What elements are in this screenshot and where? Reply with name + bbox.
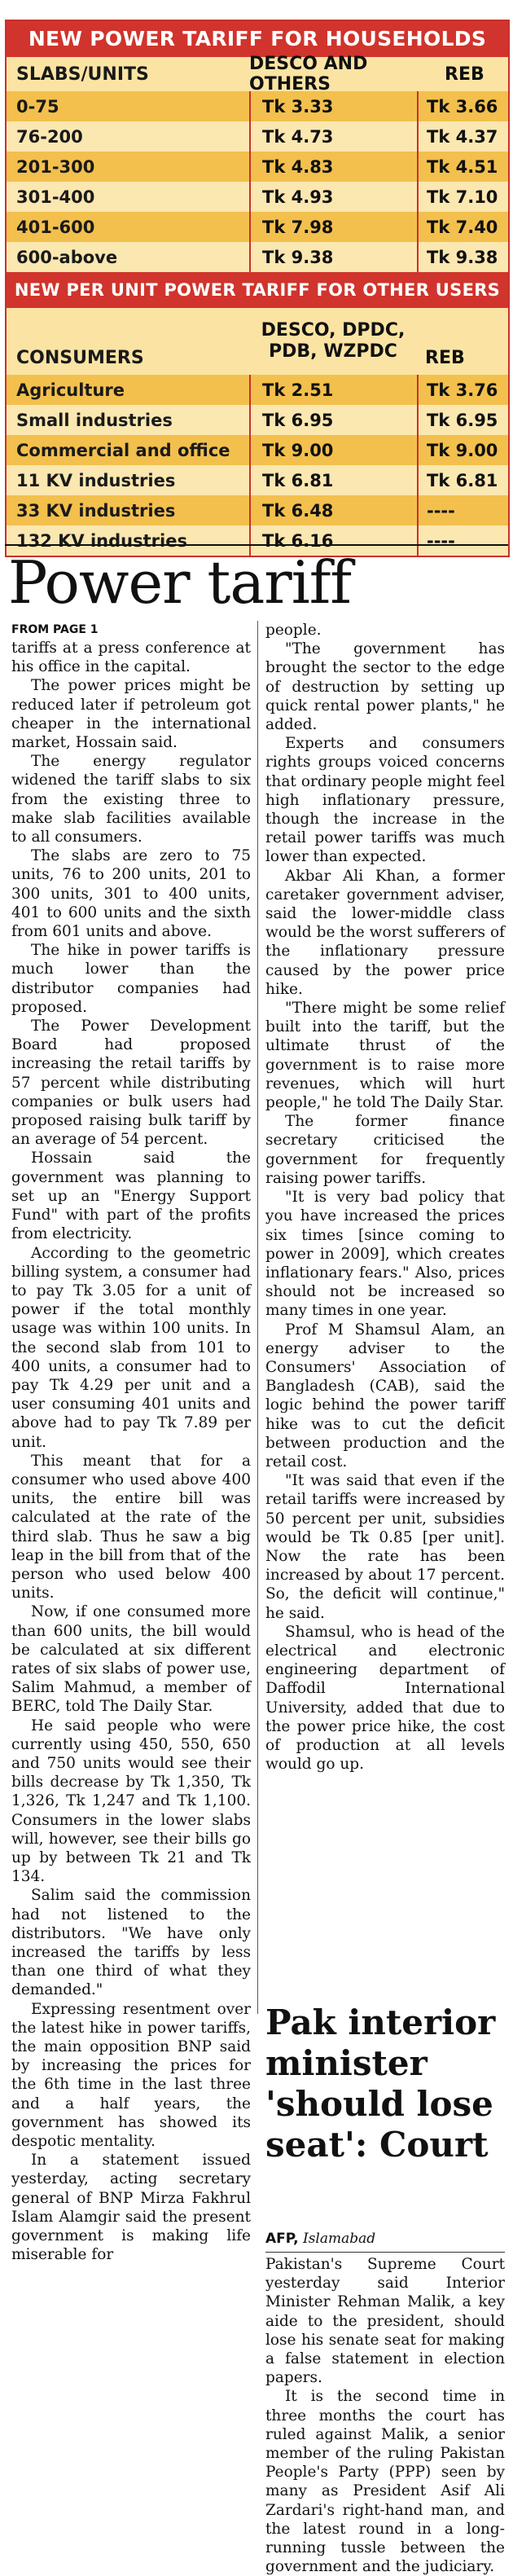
- hh-distributor-rate: Tk 4.73: [249, 121, 417, 152]
- header-distributors: [249, 320, 417, 363]
- paragraph: "The government has brought the sector to the edge of destruction by setting up quick rental power plants," he added.: [265, 640, 505, 734]
- hh-category: 201-300: [16, 156, 95, 177]
- ot-distributor-rate: Tk 6.95: [249, 405, 417, 435]
- hh-row: [7, 212, 508, 242]
- ot-reb-rate: Tk 6.81: [417, 465, 508, 495]
- hh-reb-rate: Tk 4.51: [417, 152, 508, 182]
- hh-reb-rate: Tk 3.66: [417, 91, 508, 121]
- hh-reb-rate: Tk 7.40: [417, 212, 508, 242]
- paragraph: The slabs are zero to 75 units, 76 to 200 units, 201 to 300 units, 301 to 400 units, 401 to 600 units and the sixth from 601 units and above.: [11, 847, 251, 941]
- byline-agency: AFP,: [265, 2231, 299, 2247]
- hh-category: 401-600: [16, 217, 95, 237]
- paragraph: The Power Development Board had proposed increasing the retail tariffs by 57 percent while distributing companies or bulk users had proposed raising bulk tariff by an average of 54 percent.: [11, 1018, 251, 1149]
- others-header: [7, 308, 508, 375]
- ot-distributor-rate: Tk 6.81: [249, 465, 417, 495]
- paragraph: It is the second time in three months the court has ruled against Malik, a senior member of the ruling Pakistan People's Party (PPP) seen by many as President Asif Ali Zardari's right-hand man, and the latest round in a long-running tussle between the government and the judiciary.: [265, 2388, 505, 2576]
- ot-category: 33 KV industries: [16, 500, 176, 521]
- paragraph: "It was said that even if the retail tariffs were increased by 50 percent per unit, subsidies would be Tk 0.85 [per unit]. Now the rate has been increased by about 17 percent. So, the deficit will continue," he said.: [265, 1472, 505, 1622]
- ot-row: [7, 465, 508, 495]
- byline: [265, 2231, 375, 2247]
- paragraph: Now, if one consumed more than 600 units, the bill would be calculated at six different rates of six slabs of power use, Salim Mahmud, a member of BERC, told The Daily Star.: [11, 1603, 251, 1716]
- hh-category: 600-above: [16, 247, 118, 267]
- ot-category: Small industries: [16, 410, 173, 430]
- paragraph: "There might be some relief built into the tariff, but the ultimate thrust of the government is to raise more revenues, which will hurt people," he told The Daily Star.: [265, 1000, 505, 1112]
- paragraph: Hossain said the government was planning to set up an "Energy Support Fund" with part of the profits from electricity.: [11, 1150, 251, 1243]
- ot-category: Agriculture: [16, 380, 125, 400]
- pak-body: [265, 2255, 505, 2576]
- article-headline: Power tariff: [8, 548, 352, 617]
- top-rule: [5, 544, 508, 546]
- header-reb: REB: [445, 64, 484, 85]
- header-distributors-line1: DESCO, DPDC,: [261, 320, 406, 341]
- pak-rule: [265, 2252, 505, 2253]
- paragraph: Akbar Ali Khan, a former caretaker government adviser, said the lower-middle class would be the worst sufferers of the inflationary pressure caused by the power price hike.: [265, 867, 505, 998]
- paragraph: He said people who were currently using 450, 550, 650 and 750 units would see their bills decrease by Tk 1,350, Tk 1,326, Tk 1,247 and Tk 1,100. Consumers in the lower slabs will, however, see their bills go up by between Tk 21 and Tk 134.: [11, 1717, 251, 1886]
- ot-reb-rate: Tk 6.95: [417, 405, 508, 435]
- header-desco: DESCO AND OTHERS: [249, 54, 368, 95]
- hh-category: 76-200: [16, 126, 83, 147]
- ot-category: 11 KV industries: [16, 470, 176, 490]
- households-title: NEW POWER TARIFF FOR HOUSEHOLDS: [7, 21, 508, 57]
- ot-row: [7, 405, 508, 435]
- paragraph: The former finance secretary criticised the government for frequently raising power tariffs.: [265, 1113, 505, 1187]
- paragraph: Shamsul, who is head of the electrical and electronic engineering department of Daffodil International University, added that due to the power price hike, the cost of production at all levels would go up.: [265, 1623, 505, 1774]
- ot-category: Commercial and office: [16, 440, 230, 460]
- hh-reb-rate: Tk 4.37: [417, 121, 508, 152]
- ot-distributor-rate: Tk 2.51: [249, 375, 417, 405]
- hh-category: 0-75: [16, 96, 59, 116]
- paragraph: The energy regulator widened the tariff slabs to six from the existing three to make slab facilities available to all consumers.: [11, 753, 251, 846]
- paragraph: Prof M Shamsul Alam, an energy adviser to the Consumers' Association of Bangladesh (CAB), said the logic behind the power tariff hike was to cut the deficit between production and the retail cost.: [265, 1321, 505, 1470]
- header-slabs: SLABS/UNITS: [16, 64, 149, 85]
- column-divider: [257, 621, 258, 2014]
- article-column-1: [11, 621, 251, 2264]
- paragraph: "It is very bad policy that you have increased the prices six times [since coming to power in 2009], which creates inflationary fears." Also, prices should not be increased so many times in one year.: [265, 1189, 505, 1320]
- ot-reb-rate: Tk 9.00: [417, 435, 508, 465]
- ot-reb-rate: Tk 3.76: [417, 375, 508, 405]
- paragraph: Expressing resentment over the latest hike in power tariffs, the main opposition BNP said by increasing the prices for the 6th time in the last three and a half years, the government has showed its despotic mentality.: [11, 2000, 251, 2151]
- byline-place: Islamabad: [302, 2231, 376, 2247]
- header-consumers: CONSUMERS: [16, 348, 144, 368]
- ot-reb-rate: ----: [417, 495, 508, 525]
- paragraph: Experts and consumers rights groups voiced concerns that ordinary people might feel high inflationary pressure, though the increase in the retail power tariffs was much lower than expected.: [265, 735, 505, 866]
- others-table: [7, 308, 508, 556]
- hh-row: [7, 91, 508, 121]
- ot-distributor-rate: Tk 6.48: [249, 495, 417, 525]
- hh-row: [7, 242, 508, 272]
- ot-category: 132 KV industries: [16, 530, 187, 551]
- hh-reb-rate: Tk 9.38: [417, 242, 508, 272]
- hh-distributor-rate: Tk 7.98: [249, 212, 417, 242]
- ot-row: [7, 495, 508, 525]
- tariff-tables: [5, 20, 510, 557]
- kicker: FROM PAGE 1: [11, 623, 99, 636]
- others-title: NEW PER UNIT POWER TARIFF FOR OTHER USERS: [7, 272, 508, 308]
- households-table: [7, 54, 508, 272]
- header-reb-others: REB: [425, 348, 465, 368]
- hh-distributor-rate: Tk 9.38: [249, 242, 417, 272]
- hh-distributor-rate: Tk 4.83: [249, 152, 417, 182]
- hh-distributor-rate: Tk 3.33: [249, 91, 417, 121]
- ot-distributor-rate: Tk 6.16: [249, 525, 417, 556]
- paragraph: This meant that for a consumer who used above 400 units, the entire bill was calculated at the rate of the third slab. Thus he saw a big leap in the bill from that of the person who used below 400 units.: [11, 1452, 251, 1602]
- article-column-2: [265, 621, 505, 1774]
- ot-distributor-rate: Tk 9.00: [249, 435, 417, 465]
- paragraph: Salim said the commission had not listened to the distributors. "We have only increased the tariffs by less than one third of what they demanded.": [11, 1887, 251, 1999]
- paragraph: In a statement issued yesterday, acting secretary general of BNP Mirza Fakhrul Islam Alamgir said the present government is making life miserable for: [11, 2152, 251, 2264]
- pak-headline: Pak interior minister 'should lose seat': Court: [265, 2002, 496, 2165]
- hh-row: [7, 121, 508, 152]
- header-distributors-line2: PDB, WZPDC: [269, 341, 397, 362]
- paragraph: Pakistan's Supreme Court yesterday said Interior Minister Rehman Malik, a key aide to the president, should lose his senate seat for making a false statement in election papers.: [265, 2256, 505, 2387]
- hh-category: 301-400: [16, 187, 95, 207]
- paragraph: According to the geometric billing system, a consumer had to pay Tk 3.05 for a unit of power if the total monthly usage was within 100 units. In the second slab from 101 to 400 units, a consumer had to pay Tk 4.29 per unit and a user consuming 401 units and above had to pay Tk 7.89 per unit.: [11, 1244, 251, 1451]
- ot-row: [7, 435, 508, 465]
- paragraph: The power prices might be reduced later if petroleum got cheaper in the international market, Hossain said.: [11, 677, 251, 752]
- paragraph: The hike in power tariffs is much lower than the distributor companies had proposed.: [11, 942, 251, 1016]
- paragraph: people.: [265, 622, 322, 639]
- hh-reb-rate: Tk 7.10: [417, 182, 508, 212]
- hh-distributor-rate: Tk 4.93: [249, 182, 417, 212]
- hh-row: [7, 182, 508, 212]
- hh-row: [7, 152, 508, 182]
- ot-row: [7, 375, 508, 405]
- paragraph: tariffs at a press conference at his office in the capital.: [11, 640, 251, 676]
- households-header: [7, 54, 508, 95]
- ot-reb-rate: ----: [417, 525, 508, 556]
